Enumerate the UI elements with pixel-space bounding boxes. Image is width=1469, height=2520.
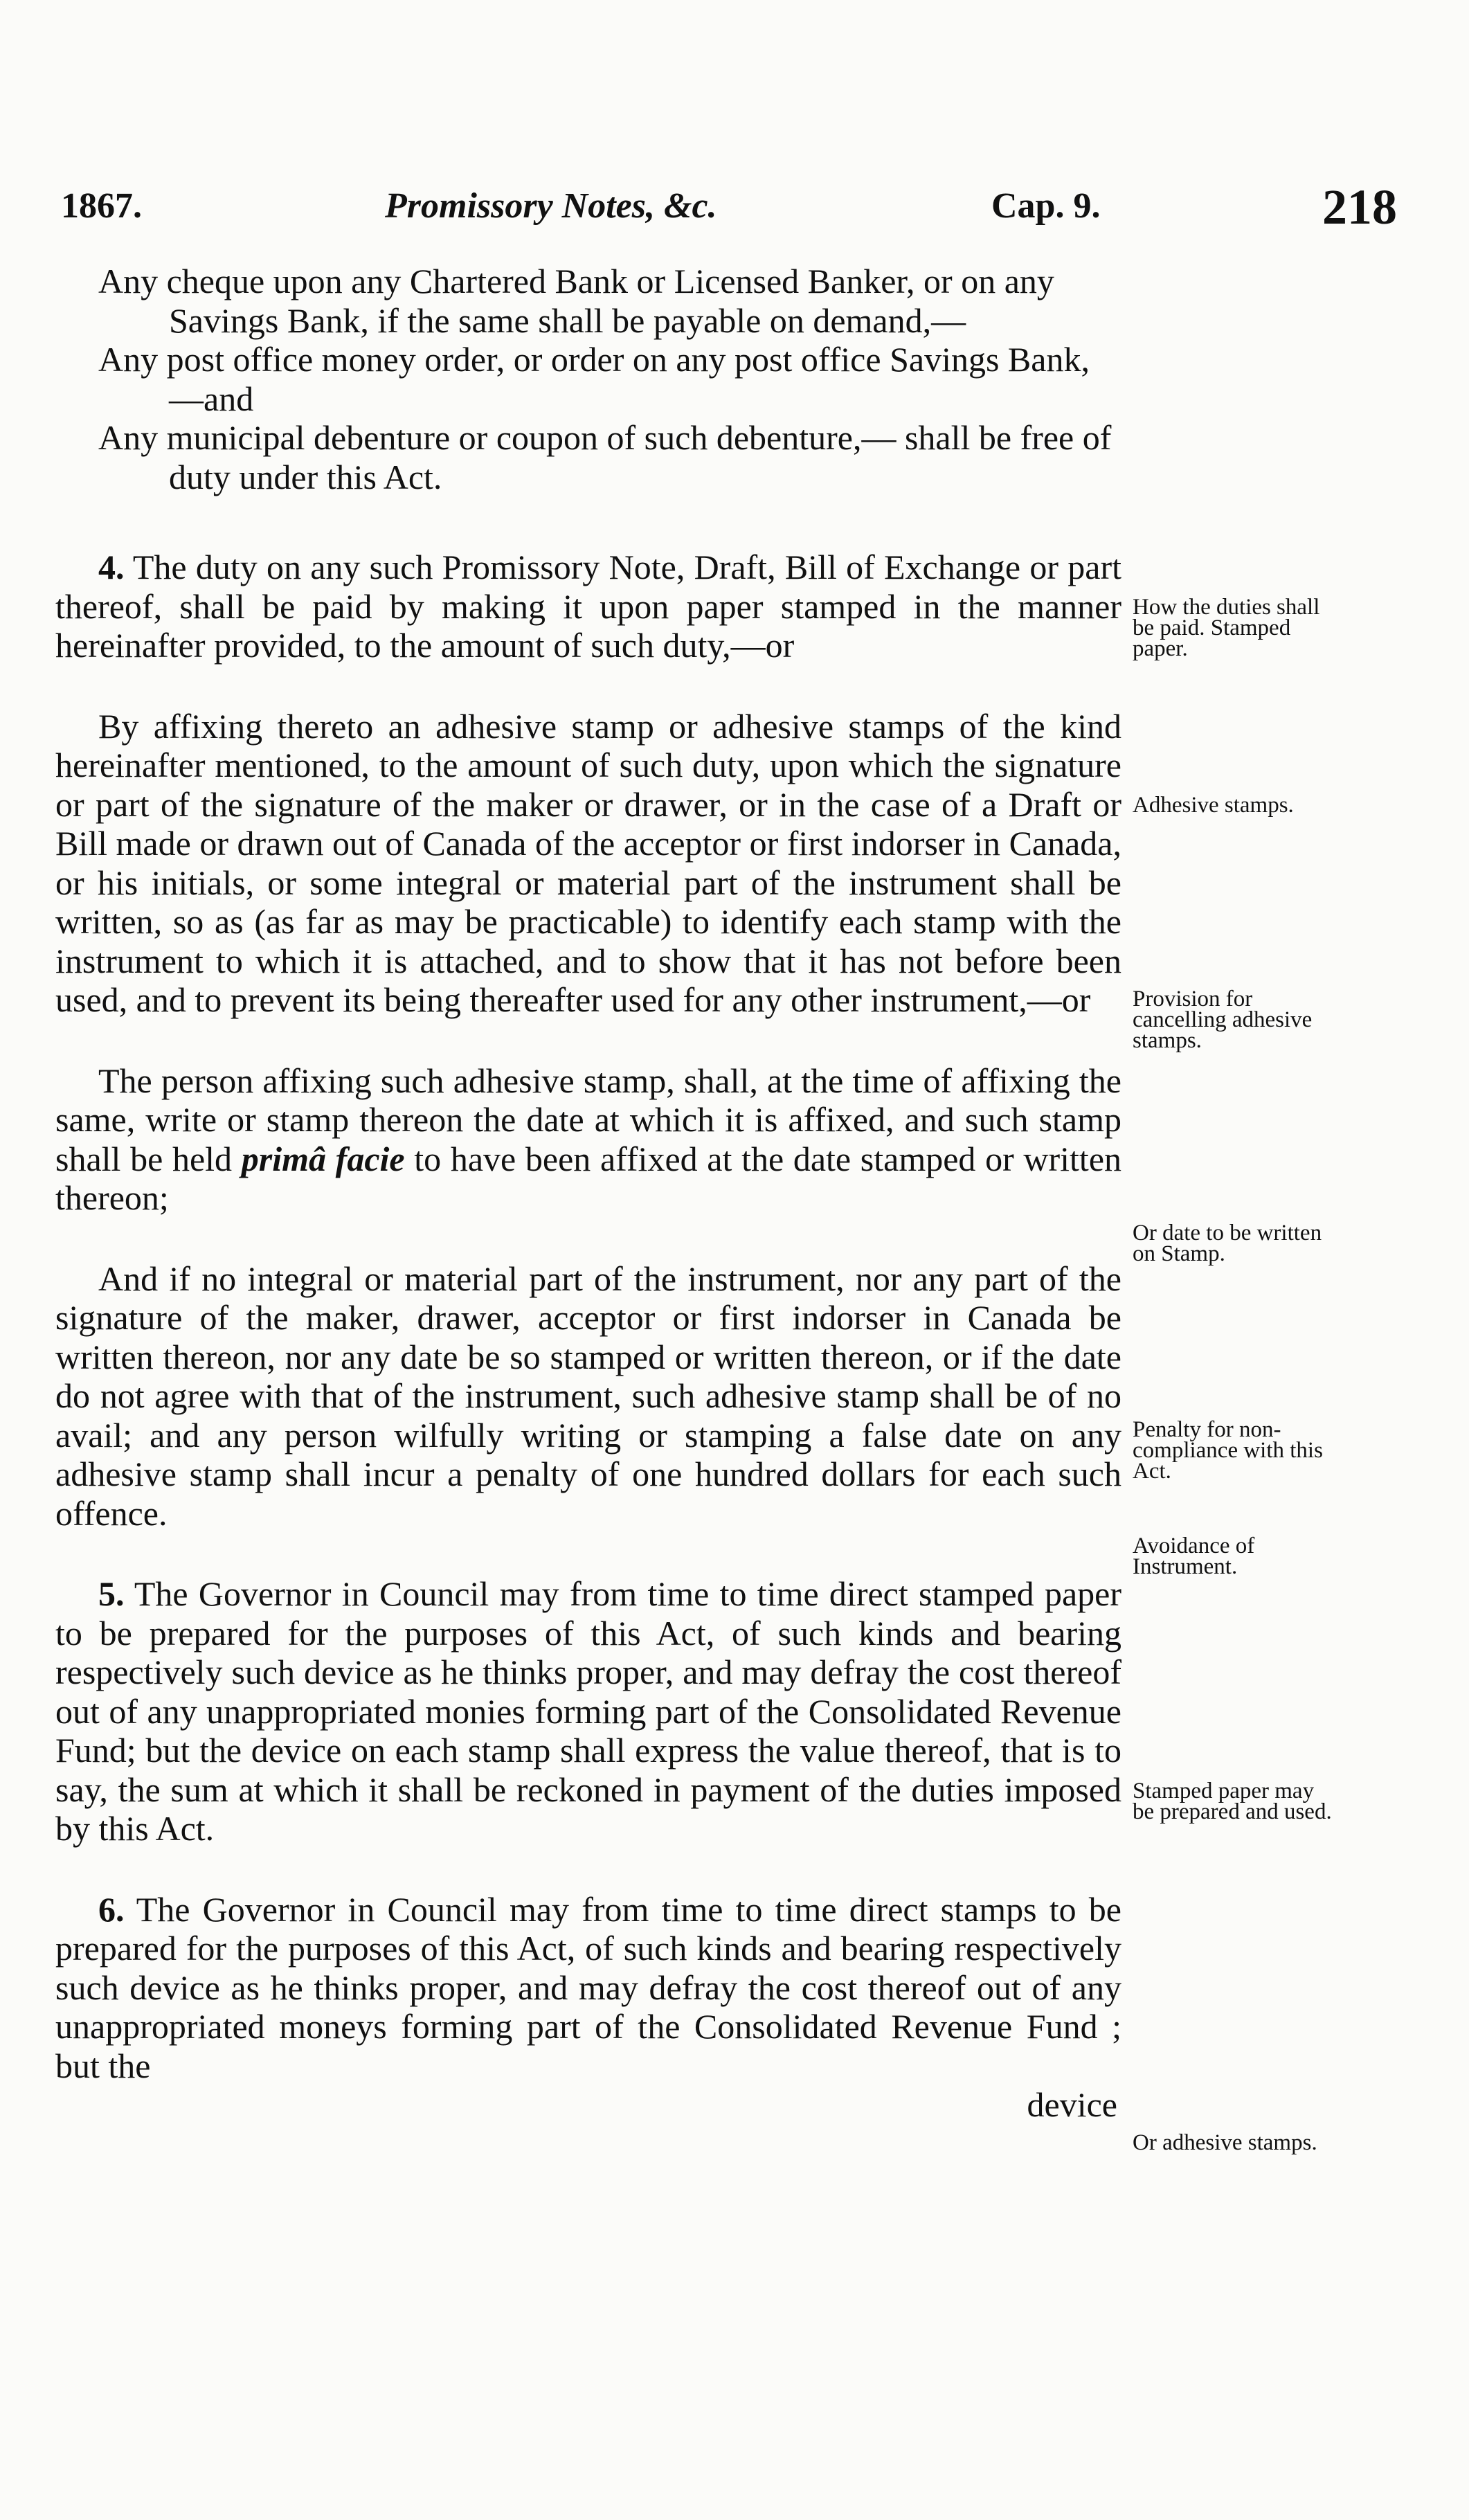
running-header [61,179,1397,241]
section-6-number: 6. [98,1889,125,1929]
catchword: device [1027,2085,1117,2124]
exempt-item-debenture: Any municipal debenture or coupon of such debenture,— shall be free of duty under this Act. [98,418,1112,496]
section-4 [55,548,1121,665]
header-year: 1867. [61,186,142,226]
section-4-text: The duty on any such Promissory Note, Draft, Bill of Exchange or part thereof, shall be paid by making it upon paper stamped in the manner hereinafter provided, to the amount of such duty,—or [55,548,1121,665]
exempt-item-cheque: Any cheque upon any Chartered Bank or Licensed Banker, or on any Savings Bank, if the same shall be payable on demand,— [98,262,1054,340]
margin-note-penalty: Penalty for non-compliance with this Act. [1133,1417,1323,1484]
margin-note-avoidance: Avoidance of Instrument. [1133,1533,1255,1579]
margin-note-cancelling: Provision for cancelling adhesive stamps. [1133,987,1313,1053]
header-title: Promissory Notes, &c. [385,186,717,226]
section-5-text: The Governor in Council may from time to time direct stamped paper to be prepared for the purposes of this Act, of such kinds and bearing respectively such device as he thinks proper, and may defray the cost thereof out of any unappropriated monies forming part of the Consolidated Revenue Fund; but the device on each stamp shall express the value thereof, that is to say, the sum at which it shall be reckoned in payment of the duties imposed by this Act. [55,1574,1121,1848]
exempt-item-money-order: Any post office money order, or order on any post office Savings Bank,—and [98,340,1090,418]
date-text-emphasis: primâ facie [241,1139,405,1178]
section-6-text: The Governor in Council may from time to time direct stamps to be prepared for the purposes of this Act, of such kinds and bearing respectively such device as he thinks proper, and may defray the cost thereof out of any unappropriated moneys forming part of the Consolidated Revenue Fund ; but the [55,1889,1121,2085]
section-5-number: 5. [98,1574,125,1613]
margin-note-how-duties-paid: How the duties shall be paid. Stamped paper. [1133,595,1320,661]
margin-note-stamped-paper: Stamped paper may be prepared and used. [1133,1779,1332,1824]
paragraph-adhesive-stamps: By affixing thereto an adhesive stamp or adhesive stamps of the kind hereinafter mentioned, to the amount of such duty, upon which the signature or part of the signature of the maker or drawer, or in the case of a Draft or Bill made or drawn out of Canada of the acceptor or first indorser in Canada, or his initials, or some integral or material part of the instrument shall be written, so as (as far as may be practicable) to identify each stamp with the instrument to which it is attached, and to show that it has not before been used, and to prevent its being thereafter used for any other instrument,—or [55,706,1121,1019]
margin-note-adhesive-stamps: Adhesive stamps. [1133,793,1294,818]
margin-note-date-on-stamp: Or date to be written on Stamp. [1133,1221,1322,1266]
page-number: 218 [1322,179,1397,235]
paragraph-date-on-stamp [55,1061,1121,1218]
date-text-b: to have been affixed at the date stamped or written thereon; [55,1139,1122,1217]
margin-note-or-adhesive: Or adhesive stamps. [1133,2130,1317,2155]
section-6 [55,1890,1121,2086]
paragraph-penalty: And if no integral or material part of the instrument, nor any part of the signature of the maker, drawer, acceptor or first indorser in Canada be written thereon, nor any date be so stamped or written thereon, or if the date do not agree with that of the instrument, such adhesive stamp shall be of no avail; and any person wilfully writing or stamping a false date on any adhesive stamp shall incur a penalty of one hundred dollars for each such offence. [55,1259,1121,1533]
date-text-a: The person affixing such adhesive stamp, shall, at the time of affixing the same, write or stamp thereon the date at which it is affixed, and such stamp shall be held [55,1061,1121,1178]
main-text [55,262,1121,2125]
header-chapter: Cap. 9. [991,186,1101,226]
section-4-number: 4. [98,548,125,586]
section-5 [55,1574,1121,1848]
